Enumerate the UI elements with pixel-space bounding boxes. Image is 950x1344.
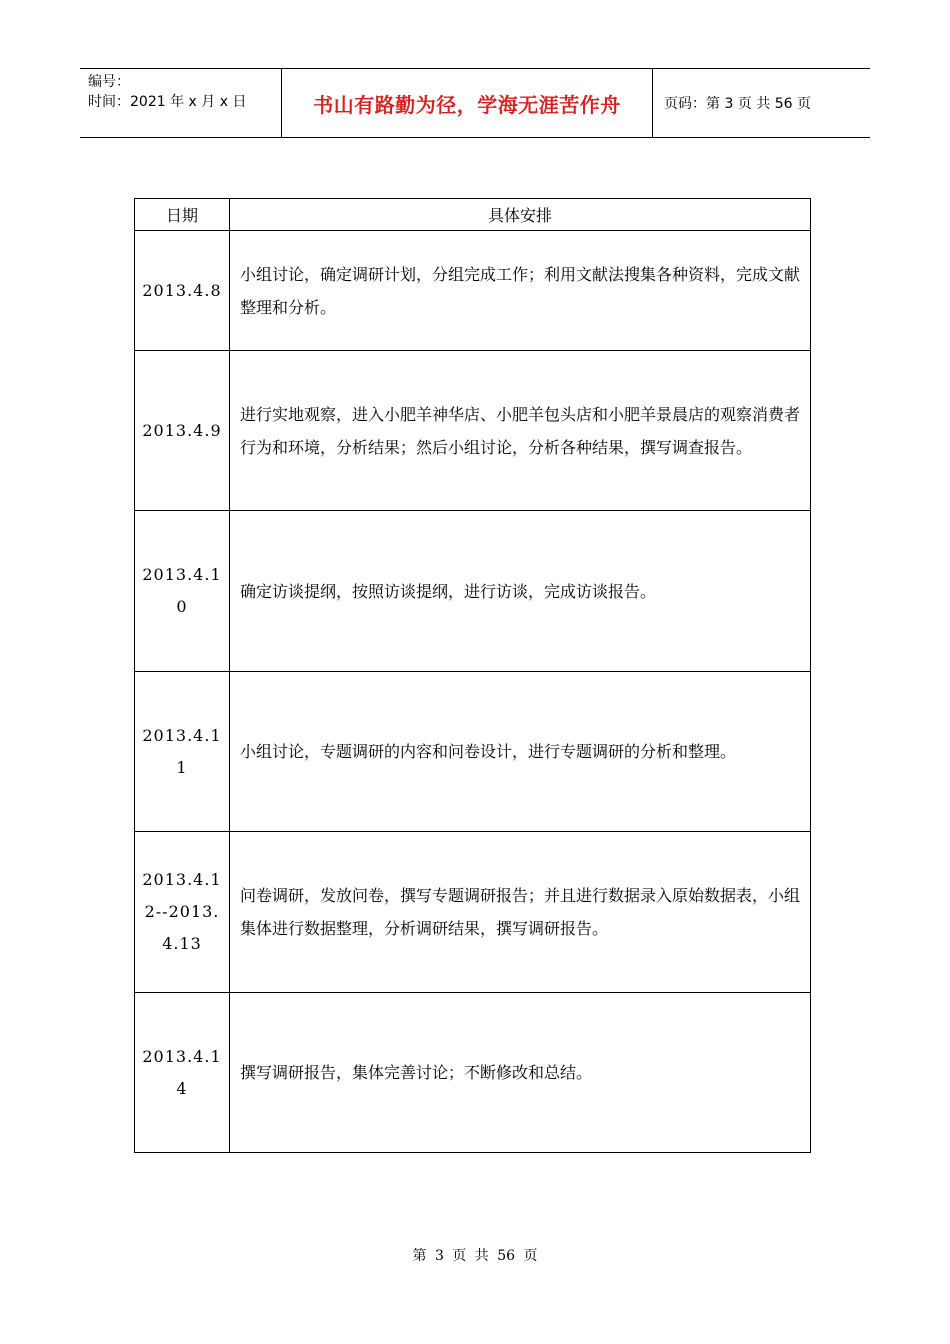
header-divider [652, 69, 653, 137]
table-row [135, 993, 811, 1153]
row-plan: 确定访谈提纲，按照访谈提纲，进行访谈，完成访谈报告。 [230, 511, 811, 672]
table-row [135, 511, 811, 672]
column-header-plan: 具体安排 [230, 199, 811, 231]
table-row [135, 351, 811, 511]
header-meta [80, 69, 280, 137]
header-page-info: 页码：第 3 页 共 56 页 [664, 96, 811, 112]
time-line: 时间：2021 年 x 月 x 日 [88, 94, 247, 110]
column-header-date: 日期 [135, 199, 230, 231]
table-row [135, 231, 811, 351]
serial-label: 编号： [88, 74, 130, 90]
row-plan: 问卷调研，发放问卷，撰写专题调研报告；并且进行数据录入原始数据表，小组集体进行数据整理，分析调研结果，撰写调研报告。 [230, 832, 811, 993]
row-date: 2013.4.12--2013.4.13 [135, 832, 230, 993]
row-date: 2013.4.8 [135, 231, 230, 351]
page-footer: 第 3 页 共 56 页 [412, 1248, 538, 1264]
row-date: 2013.4.10 [135, 511, 230, 672]
row-plan: 撰写调研报告，集体完善讨论；不断修改和总结。 [230, 993, 811, 1153]
row-date: 2013.4.11 [135, 672, 230, 832]
row-plan: 小组讨论，专题调研的内容和问卷设计，进行专题调研的分析和整理。 [230, 672, 811, 832]
table-row [135, 832, 811, 993]
page-header [80, 68, 870, 138]
row-plan: 小组讨论，确定调研计划，分组完成工作；利用文献法搜集各种资料，完成文献整理和分析。 [230, 231, 811, 351]
row-plan: 进行实地观察，进入小肥羊神华店、小肥羊包头店和小肥羊景晨店的观察消费者行为和环境，分析结果；然后小组讨论，分析各种结果，撰写调查报告。 [230, 351, 811, 511]
table-header-row [135, 199, 811, 231]
header-motto: 书山有路勤为径，学海无涯苦作舟 [313, 92, 621, 117]
table-row [135, 672, 811, 832]
row-date: 2013.4.9 [135, 351, 230, 511]
row-date: 2013.4.14 [135, 993, 230, 1153]
schedule-table [134, 198, 811, 1153]
